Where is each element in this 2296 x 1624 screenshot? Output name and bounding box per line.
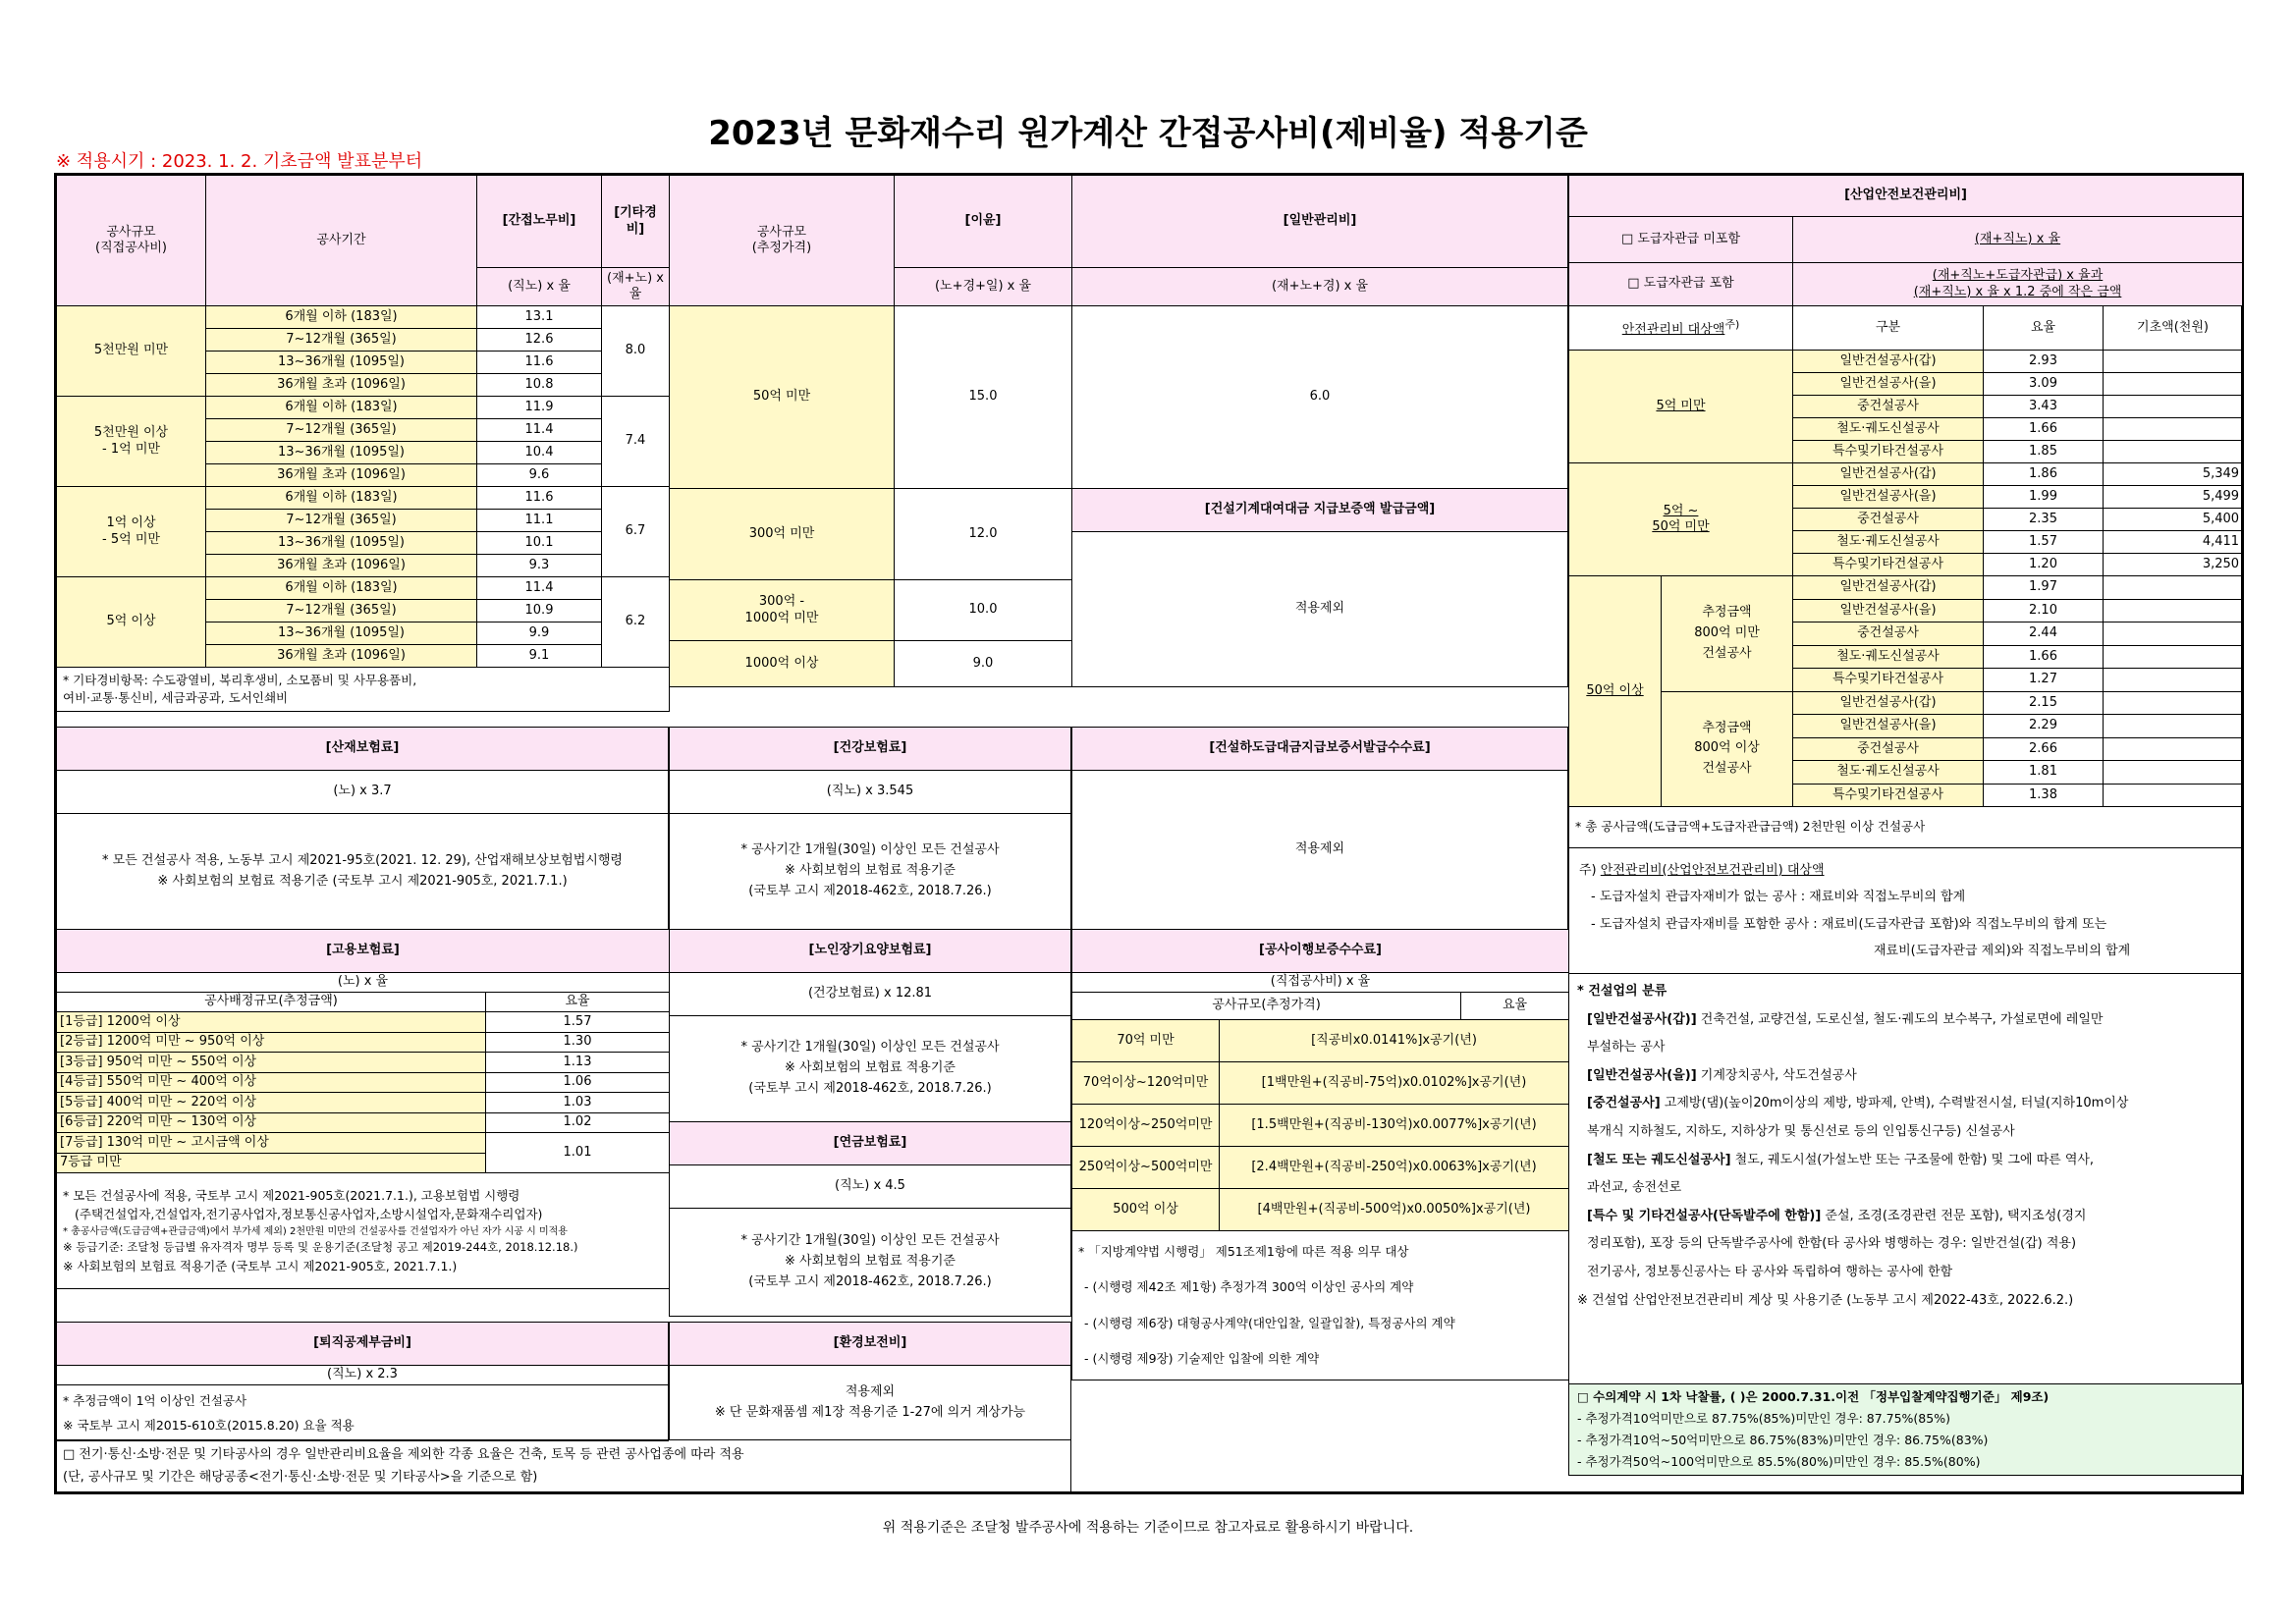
- safety-kind: 철도·궤도신설공사: [1793, 645, 1984, 669]
- indirect-labor-rate: 9.9: [477, 623, 602, 645]
- performance-scale: 250억이상~500억미만: [1072, 1147, 1220, 1189]
- classification-item: [중건설공사] 고제방(댐)(높이20m이상의 제방, 방파제, 안벽), 수력발전시설, 터널(지하10m이상 복개식 지하철도, 지하도, 지하상가 및 통신선로 등의 인입통신구등) 신설공사: [1587, 1096, 2129, 1139]
- safety-kind: 일반건설공사(갑): [1793, 691, 1984, 715]
- retirement-panel: [56, 1322, 669, 1441]
- safety-kind: 일반건설공사(을): [1793, 715, 1984, 738]
- employment-grade: [5등급] 400억 미만 ~ 220억 이상: [57, 1093, 486, 1113]
- pension-header: [연금보험료]: [670, 1122, 1071, 1165]
- safety-kind: 중건설공사: [1793, 396, 1984, 418]
- health-insurance-note: * 공사기간 1개월(30일) 이상인 모든 건설공사 ※ 사회보험의 보험료 적용기준 (국토부 고시 제2018-462호, 2018.7.26.): [670, 814, 1071, 930]
- performance-guarantee-header: [공사이행보증수수료]: [1072, 930, 1569, 973]
- indirect-labor-rate: 11.6: [477, 487, 602, 510]
- subcontract-guarantee-value: 적용제외: [1072, 771, 1568, 930]
- period-cell: 7~12개월 (365일): [206, 329, 477, 352]
- safety-kind: 중건설공사: [1793, 509, 1984, 531]
- safety-base: 5,499: [2104, 486, 2243, 509]
- subcontract-guarantee-panel: [1071, 727, 1568, 930]
- electrical-note-panel: [56, 1439, 1071, 1493]
- safety-rate: 1.99: [1984, 486, 2104, 509]
- period-cell: 13~36개월 (1095일): [206, 623, 477, 645]
- indirect-labor-rate: 9.1: [477, 645, 602, 668]
- safety-kind-header: 구분: [1793, 306, 1984, 351]
- period-cell: 6개월 이하 (183일): [206, 487, 477, 510]
- performance-rate: [4백만원+(직공비-500억)x0.0050%]x공기(년): [1220, 1189, 1569, 1231]
- industrial-accident-header: [산재보험료]: [57, 728, 669, 771]
- safety-rate: 2.93: [1984, 351, 2104, 373]
- general-management-panel: [1071, 175, 1568, 687]
- safety-base-header: 기초액(천원): [2104, 306, 2243, 351]
- period-cell: 36개월 초과 (1096일): [206, 374, 477, 397]
- employment-grade: [2등급] 1200억 미만 ~ 950억 이상: [57, 1032, 486, 1053]
- safety-kind: 중건설공사: [1793, 737, 1984, 761]
- safety-base: [2104, 599, 2243, 623]
- safety-group-label: 5억 ~ 50억 미만: [1569, 463, 1793, 576]
- industrial-accident-formula: (노) x 3.7: [57, 771, 669, 814]
- machine-rental-header: [건설기계대여대금 지급보증액 발급금액]: [1072, 489, 1568, 532]
- safety-rate: 3.43: [1984, 396, 2104, 418]
- period-cell: 36개월 초과 (1096일): [206, 464, 477, 487]
- performance-rate-header: 요율: [1461, 993, 1569, 1020]
- safety-group-label: 50억 이상: [1569, 576, 1662, 807]
- general-management-formula: (재+노+경) x 율: [1072, 268, 1568, 306]
- safety-rate: 1.81: [1984, 761, 2104, 785]
- general-management-rate: 6.0: [1072, 306, 1568, 489]
- employment-insurance-header: [고용보험료]: [57, 930, 670, 973]
- profit-panel: [669, 175, 1071, 687]
- health-insurance-header: [건강보험료]: [670, 728, 1071, 771]
- performance-scale-header: 공사규모(추정가격): [1072, 993, 1461, 1020]
- safety-rate: 1.66: [1984, 418, 2104, 441]
- indirect-labor-rate: 11.4: [477, 419, 602, 442]
- performance-guarantee-formula: (직접공사비) x 율: [1072, 973, 1569, 993]
- profit-scale: 1000억 이상: [670, 641, 895, 687]
- safety-kind: 특수및기타건설공사: [1793, 441, 1984, 463]
- bottom-note: 위 적용기준은 조달청 발주공사에 적용하는 기준이므로 참고자료로 활용하시기 바랍니다.: [882, 1520, 1414, 1536]
- indirect-labor-rate: 9.3: [477, 555, 602, 577]
- indirect-labor-rate: 9.6: [477, 464, 602, 487]
- profit-scale-header: 공사규모 (추정가격): [670, 176, 895, 306]
- employment-grade: 7등급 미만: [57, 1153, 486, 1173]
- health-insurance-formula: (직노) x 3.545: [670, 771, 1071, 814]
- safety-header: [산업안전보건관리비]: [1569, 176, 2243, 217]
- contract-rate-box: □ 수의계약 시 1차 낙찰률, ( )은 2000.7.31.이전 「정부입찰계약집행기준」 제9조) - 추정가격10억미만으로 87.75%(85%)미만인 경우: 87.75%(85%) - 추정가격10억~50억미만으로 86.75%(83%)미만인 경우: 86.75%(83%) - 추정가격50억~100억미만으로 85.5%(80%)미만인 경우: 85.5%(80%): [1569, 1384, 2243, 1476]
- safety-base: [2104, 576, 2243, 600]
- safety-base: [2104, 396, 2243, 418]
- safety-base: [2104, 669, 2243, 692]
- performance-rate: [1백만원+(직공비-75억)x0.0102%]x공기(년): [1220, 1062, 1569, 1105]
- other-expense-rate: 7.4: [602, 397, 670, 487]
- safety-base: [2104, 441, 2243, 463]
- safety-rate: 1.57: [1984, 531, 2104, 554]
- employment-rate-header: 요율: [486, 993, 670, 1012]
- retirement-formula: (직노) x 2.3: [57, 1366, 669, 1385]
- employment-rate: 1.13: [486, 1053, 670, 1073]
- scale-cell: 1억 이상 - 5억 미만: [57, 487, 206, 577]
- safety-subgroup-label: 추정금액 800억 미만 건설공사: [1662, 576, 1793, 692]
- indirect-labor-rate: 13.1: [477, 306, 602, 329]
- safety-rate: 1.97: [1984, 576, 2104, 600]
- industrial-accident-note: * 모든 건설공사 적용, 노동부 고시 제2021-95호(2021. 12. 29), 산업재해보상보험법시행령 ※ 사회보험의 보험료 적용기준 (국토부 고시 제2021-905호, 2021.7.1.): [57, 814, 669, 930]
- period-cell: 6개월 이하 (183일): [206, 577, 477, 600]
- safety-base: [2104, 761, 2243, 785]
- classification-item: [일반건설공사(갑)] 건축건설, 교량건설, 도로신설, 철도·궤도의 보수복구, 가설로면에 레일만 부설하는 공사: [1587, 1011, 2104, 1056]
- safety-base: 5,349: [2104, 463, 2243, 486]
- industry-classification: * 건설업의 분류 [일반건설공사(갑)] 건축건설, 교량건설, 도로신설, 철도·궤도의 보수복구, 가설로면에 레일만 부설하는 공사 [일반건설공사(을)] 기계장치공사, 삭도건설공사 [중건설공사] 고제방(댐)(높이20m이상의 제방, 방파제, 안벽), 수력발전시설, 터널(지하10m이상 복개식 지하철도, 지하도, 지하상가 및 통신선로 등의 인입통신구등) 신설공사 [철도 또는 궤도신설공사] 철도, 궤도시설(가설노반 또는 구조물에 한함) 및 그에 따른 역사, 과선교, 송전선로 [특수 및 기타건설공사(단독발주에 한함)] 준설, 조경(조경관련 전문 포함), 택지조성(경지 정리포함), 포장 등의 단독발주공사에 한함(타 공사와 병행하는 경우: 일반건설(갑) 적용) 전기공사, 정보통신공사는 타 공사와 독립하여 행하는 공사에 한함 ※ 건설업 산업안전보건관리비 계상 및 사용기준 (노동부 고시 제2022-43호, 2022.6.2.): [1569, 974, 2243, 1384]
- safety-base: [2104, 691, 2243, 715]
- employment-rate: 1.03: [486, 1093, 670, 1113]
- profit-rate: 12.0: [895, 489, 1072, 580]
- safety-base: [2104, 373, 2243, 396]
- other-expense-header: [기타경비]: [602, 176, 670, 268]
- performance-scale: 70억 미만: [1072, 1020, 1220, 1062]
- retirement-header: [퇴직공제부금비]: [57, 1323, 669, 1366]
- long-term-care-panel: [669, 929, 1071, 1317]
- period-cell: 6개월 이하 (183일): [206, 397, 477, 419]
- safety-rate: 1.86: [1984, 463, 2104, 486]
- employment-grade: [3등급] 950억 미만 ~ 550억 이상: [57, 1053, 486, 1073]
- other-expense-rate: 6.2: [602, 577, 670, 668]
- performance-rate: [2.4백만원+(직공비-250억)x0.0063%]x공기(년): [1220, 1147, 1569, 1189]
- profit-scale: 50억 미만: [670, 306, 895, 489]
- safety-subgroup-label: 추정금액 800억 이상 건설공사: [1662, 691, 1793, 807]
- performance-scale: 70억이상~120억미만: [1072, 1062, 1220, 1105]
- pension-note: * 공사기간 1개월(30일) 이상인 모든 건설공사 ※ 사회보험의 보험료 적용기준 (국토부 고시 제2018-462호, 2018.7.26.): [670, 1209, 1071, 1317]
- retirement-note: * 추정금액이 1억 이상인 건설공사 ※ 국토부 고시 제2015-610호(2015.8.20) 요율 적용: [57, 1385, 669, 1441]
- health-insurance-panel: [669, 727, 1071, 930]
- machine-rental-value: 적용제외: [1072, 532, 1568, 687]
- scale-cell: 5천만원 이상 - 1억 미만: [57, 397, 206, 487]
- industrial-accident-panel: [56, 727, 669, 930]
- safety-group-label: 5억 미만: [1569, 351, 1793, 463]
- indirect-labor-header: [간접노무비]: [477, 176, 602, 268]
- safety-base: [2104, 715, 2243, 738]
- safety-rate: 1.20: [1984, 554, 2104, 576]
- safety-base: [2104, 737, 2243, 761]
- safety-include-label: □ 도급자관급 포함: [1569, 263, 1793, 306]
- performance-scale: 120억이상~250억미만: [1072, 1105, 1220, 1147]
- profit-rate: 15.0: [895, 306, 1072, 489]
- safety-base: 5,400: [2104, 509, 2243, 531]
- safety-rate: 1.38: [1984, 784, 2104, 807]
- employment-rate: 1.02: [486, 1112, 670, 1133]
- indirect-labor-rate: 10.9: [477, 600, 602, 623]
- electrical-note: □ 전기·통신·소방·전문 및 기타공사의 경우 일반관리비요율을 제외한 각종 요율은 건축, 토목 등 관련 공사업종에 따라 적용 (단, 공사규모 및 기간은 해당공종<전기·통신·소방·전문 및 기타공사>을 기준으로 함): [57, 1440, 1071, 1493]
- safety-target-note: 주) 안전관리비(산업안전보건관리비) 대상액 - 도급자설치 관급자재비가 없는 공사 : 재료비와 직접노무비의 합계 - 도급자설치 관급자재비를 포함한 공사 : 재료비(도급자관급 포함)와 직접노무비의 합계 또는 재료비(도급자관급 제외)와 직접노무비의 합계: [1569, 848, 2243, 974]
- safety-rate: 2.66: [1984, 737, 2104, 761]
- safety-rate: 2.44: [1984, 623, 2104, 646]
- safety-base: 4,411: [2104, 531, 2243, 554]
- safety-kind: 일반건설공사(을): [1793, 599, 1984, 623]
- environment-header: [환경보전비]: [670, 1323, 1071, 1366]
- safety-kind: 중건설공사: [1793, 623, 1984, 646]
- performance-rate: [1.5백만원+(직공비-130억)x0.0077%]x공기(년): [1220, 1105, 1569, 1147]
- indirect-labor-rate: 10.4: [477, 442, 602, 464]
- safety-kind: 특수및기타건설공사: [1793, 554, 1984, 576]
- other-expense-rate: 6.7: [602, 487, 670, 577]
- safety-rate: 2.15: [1984, 691, 2104, 715]
- indirect-labor-panel: [56, 175, 669, 712]
- safety-kind: 철도·궤도신설공사: [1793, 531, 1984, 554]
- safety-kind: 일반건설공사(갑): [1793, 576, 1984, 600]
- indirect-labor-rate: 11.1: [477, 510, 602, 532]
- apply-period: ※ 적용시기 : 2023. 1. 2. 기초금액 발표분부터: [56, 151, 423, 172]
- safety-include-formula: (재+직노+도급자관급) x 율과 (재+직노) x 율 x 1.2 중에 작은 금액: [1793, 263, 2243, 306]
- safety-exclude-formula: (재+직노) x 율: [1793, 217, 2243, 263]
- safety-rate-header: 요율: [1984, 306, 2104, 351]
- employment-grade: [4등급] 550억 미만 ~ 400억 이상: [57, 1072, 486, 1093]
- safety-kind: 일반건설공사(갑): [1793, 463, 1984, 486]
- safety-kind: 일반건설공사(을): [1793, 373, 1984, 396]
- period-cell: 13~36개월 (1095일): [206, 442, 477, 464]
- safety-rate: 2.10: [1984, 599, 2104, 623]
- period-cell: 36개월 초과 (1096일): [206, 555, 477, 577]
- profit-formula: (노+경+일) x 율: [895, 268, 1072, 306]
- profit-scale: 300억 미만: [670, 489, 895, 580]
- period-cell: 36개월 초과 (1096일): [206, 645, 477, 668]
- safety-base: 3,250: [2104, 554, 2243, 576]
- indirect-labor-rate: 12.6: [477, 329, 602, 352]
- safety-target-header: 안전관리비 대상액$^{주)}$: [1569, 306, 1793, 351]
- employment-scale-header: 공사배정규모(추정금액): [57, 993, 486, 1012]
- employment-rate: 1.06: [486, 1072, 670, 1093]
- profit-rate: 9.0: [895, 641, 1072, 687]
- page-title: 2023년 문화재수리 원가계산 간접공사비(제비율) 적용기준: [708, 114, 1588, 153]
- safety-rate: 1.27: [1984, 669, 2104, 692]
- profit-scale: 300억 - 1000억 미만: [670, 580, 895, 641]
- safety-note-total: * 총 공사금액(도급금액+도급자관급금액) 2천만원 이상 건설공사: [1569, 807, 2243, 848]
- indirect-labor-rate: 10.1: [477, 532, 602, 555]
- safety-kind: 특수및기타건설공사: [1793, 669, 1984, 692]
- other-expense-rate: 8.0: [602, 306, 670, 397]
- employment-insurance-note: * 모든 건설공사에 적용, 국토부 고시 제2021-905호(2021.7.1.), 고용보험법 시행령 (주택건설업자,건설업자,전기공사업자,정보통신공사업자,소방시설업자,문화재수리업자) * 총공사금액(도급금액+관급금액)에서 부가세 제외) 2천만원 미만의 건설공사를 건설업자가 아닌 자가 시공 시 미적용 ※ 등급기준: 조달청 등급별 유자격자 명부 등록 및 운용기준(조달청 공고 제2019-244호, 2018.12.18.) ※ 사회보험의 보험료 적용기준 (국토부 고시 제2021-905호, 2021.7.1.): [57, 1173, 670, 1289]
- other-expense-note: * 기타경비항목: 수도광열비, 복리후생비, 소모품비 및 사무용품비, 여비·교통·통신비, 세금과공과, 도서인쇄비: [57, 668, 670, 712]
- safety-rate: 2.29: [1984, 715, 2104, 738]
- subcontract-guarantee-header: [건설하도급대금지급보증서발급수수료]: [1072, 728, 1568, 771]
- employment-insurance-formula: (노) x 율: [57, 973, 670, 993]
- safety-base: [2104, 645, 2243, 669]
- employment-rate: 1.01: [486, 1133, 670, 1173]
- safety-rate: 1.85: [1984, 441, 2104, 463]
- indirect-labor-rate: 11.9: [477, 397, 602, 419]
- scale-cell: 5천만원 미만: [57, 306, 206, 397]
- period-header: 공사기간: [206, 176, 477, 306]
- long-term-care-formula: (건강보험료) x 12.81: [670, 973, 1071, 1016]
- safety-kind: 철도·궤도신설공사: [1793, 761, 1984, 785]
- period-cell: 7~12개월 (365일): [206, 600, 477, 623]
- classification-item: [일반건설공사(을)] 기계장치공사, 삭도건설공사: [1587, 1067, 1857, 1083]
- indirect-labor-rate: 10.8: [477, 374, 602, 397]
- employment-grade: [6등급] 220억 미만 ~ 130억 이상: [57, 1112, 486, 1133]
- classification-law-note: ※ 건설업 산업안전보건관리비 계상 및 사용기준 (노동부 고시 제2022-43호, 2022.6.2.): [1577, 1292, 2074, 1308]
- safety-kind: 일반건설공사(을): [1793, 486, 1984, 509]
- environment-panel: [669, 1322, 1071, 1440]
- period-cell: 7~12개월 (365일): [206, 510, 477, 532]
- employment-rate: 1.57: [486, 1012, 670, 1033]
- performance-rate: [직공비x0.0141%]x공기(년): [1220, 1020, 1569, 1062]
- employment-grade: [1등급] 1200억 이상: [57, 1012, 486, 1033]
- performance-scale: 500억 이상: [1072, 1189, 1220, 1231]
- other-expense-formula: (재+노) x 율: [602, 268, 670, 306]
- safety-base: [2104, 418, 2243, 441]
- environment-note: 적용제외 ※ 단 문화재품셈 제1장 적용기준 1-27에 의거 계상가능: [670, 1366, 1071, 1440]
- period-cell: 7~12개월 (365일): [206, 419, 477, 442]
- safety-rate: 3.09: [1984, 373, 2104, 396]
- indirect-labor-rate: 11.6: [477, 352, 602, 374]
- safety-base: [2104, 623, 2243, 646]
- safety-exclude-label: □ 도급자관급 미포함: [1569, 217, 1793, 263]
- safety-kind: 철도·궤도신설공사: [1793, 418, 1984, 441]
- safety-kind: 특수및기타건설공사: [1793, 784, 1984, 807]
- long-term-care-note: * 공사기간 1개월(30일) 이상인 모든 건설공사 ※ 사회보험의 보험료 적용기준 (국토부 고시 제2018-462호, 2018.7.26.): [670, 1016, 1071, 1122]
- indirect-labor-formula: (직노) x 율: [477, 268, 602, 306]
- period-cell: 13~36개월 (1095일): [206, 352, 477, 374]
- profit-header: [이윤]: [895, 176, 1072, 268]
- pension-formula: (직노) x 4.5: [670, 1165, 1071, 1209]
- safety-panel: [1568, 175, 2242, 1476]
- period-cell: 13~36개월 (1095일): [206, 532, 477, 555]
- indirect-labor-rate: 11.4: [477, 577, 602, 600]
- classification-item: [철도 또는 궤도신설공사] 철도, 궤도시설(가설노반 또는 구조물에 한함) 및 그에 따른 역사, 과선교, 송전선로: [1587, 1152, 2095, 1196]
- employment-grade: [7등급] 130억 미만 ~ 고시금액 이상: [57, 1133, 486, 1154]
- safety-rate: 2.35: [1984, 509, 2104, 531]
- safety-base: [2104, 351, 2243, 373]
- scale-cell: 5억 이상: [57, 577, 206, 668]
- safety-base: [2104, 784, 2243, 807]
- performance-guarantee-panel: [1071, 929, 1568, 1380]
- period-cell: 6개월 이하 (183일): [206, 306, 477, 329]
- long-term-care-header: [노인장기요양보험료]: [670, 930, 1071, 973]
- profit-rate: 10.0: [895, 580, 1072, 641]
- general-management-header: [일반관리비]: [1072, 176, 1568, 268]
- safety-kind: 일반건설공사(갑): [1793, 351, 1984, 373]
- scale-header: 공사규모 (직접공사비): [57, 176, 206, 306]
- employment-rate: 1.30: [486, 1032, 670, 1053]
- safety-rate: 1.66: [1984, 645, 2104, 669]
- performance-guarantee-note: * 「지방계약법 시행령」 제51조제1항에 따른 적용 의무 대상 - (시행령 제42조 제1항) 추정가격 300억 이상인 공사의 계약 - (시행령 제6장) 대형공사계약(대안입찰, 일괄입찰), 특정공사의 계약 - (시행령 제9장) 기술제안 입찰에 의한 계약: [1072, 1231, 1569, 1380]
- employment-insurance-panel: [56, 929, 669, 1289]
- classification-item: [특수 및 기타건설공사(단독발주에 한함)] 준설, 조경(조경관련 전문 포함), 택지조성(경지 정리포함), 포장 등의 단독발주공사에 한함(타 공사와 병행하는 경우: 일반건설(갑) 적용) 전기공사, 정보통신공사는 타 공사와 독립하여 행하는 공사에 한함: [1587, 1208, 2087, 1279]
